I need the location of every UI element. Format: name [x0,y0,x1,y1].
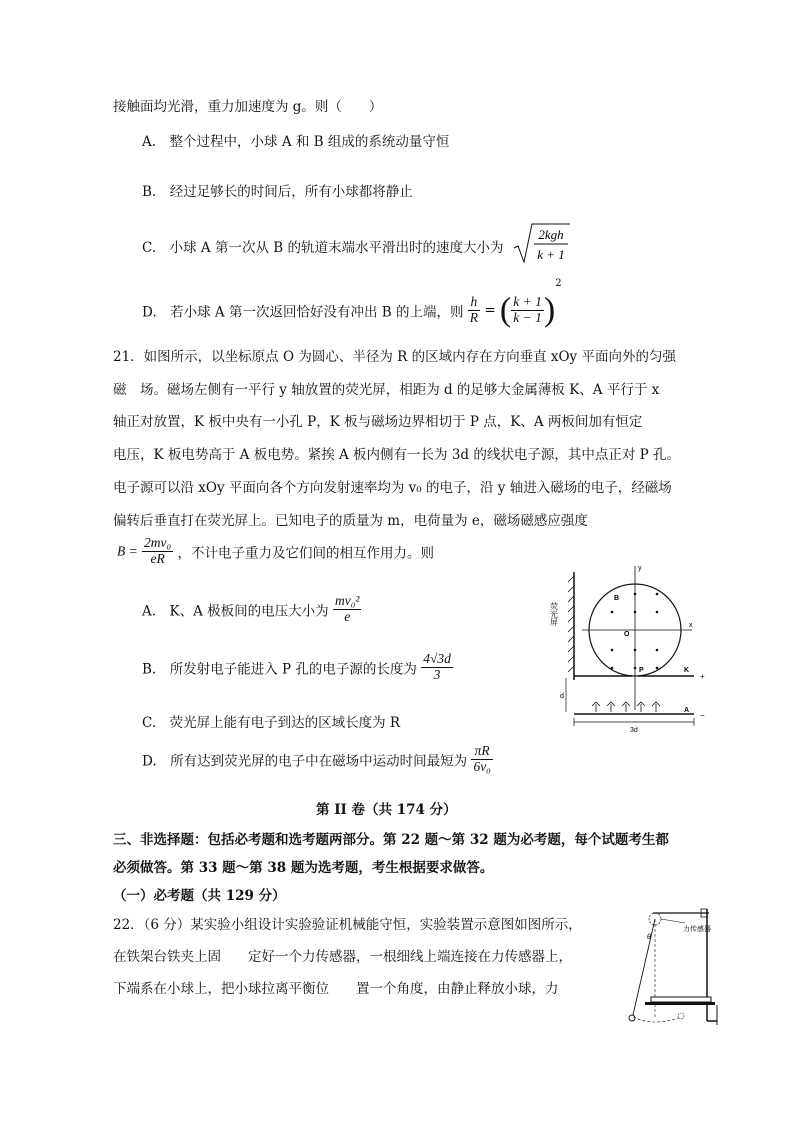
a-label: A [684,707,690,714]
q21-option-d [142,744,493,775]
x-axis-label: x [689,622,693,629]
q22-line-2: 在铁架台铁夹上固 定好一个力传感器，一根细线上端连接在力传感器上， [113,949,572,965]
q21-line-6: 偏转后垂直打在荧光屏上。已知电子的质量为 m，电荷量为 e，磁场磁感应强度 [113,513,588,529]
q21-option-c: C. 荧光屏上能有电子到达的区域长度为 R [142,715,401,731]
b-lhs: B = [117,543,138,559]
ratio-den: R [469,310,479,325]
q20-option-c-text: C. 小球 A 第一次从 B 的轨道末端水平滑出时的速度大小为 [142,240,504,256]
q21-b-den: 3 [433,666,441,682]
q22-line-1: 22．（6 分）某实验小组设计实验验证机械能守恒，实验装置示意图如图所示， [113,917,582,933]
q20-option-b: B. 经过足够长的时间后，所有小球都将静止 [142,184,413,200]
sensor-label: 力传感器 [683,925,711,933]
minus-label: − [700,711,705,720]
sqrt-numerator: 2kgh [538,227,564,242]
electron-source [592,702,660,712]
ratio-num: h [468,295,480,311]
exponent: 2 [555,278,562,289]
b-num: 2mv₀ [144,535,172,550]
q20-option-a: A. 整个过程中，小球 A 和 B 组成的系统动量守恒 [142,134,450,150]
magnetic-field-figure [549,560,722,740]
ratio-k-num: k + 1 [513,294,542,310]
q21-b-text: B. 所发射电子能进入 P 孔的电子源的长度为 [142,661,417,678]
required-title: （一）必考题（共 129 分） [113,888,286,904]
q22-line-3: 下端系在小球上，把小球拉离平衡位 置一个角度，由静止释放小球，力 [113,981,559,997]
q21-line-5: 电子源可以沿 xOy 平面向各个方向发射速率均为 v₀ 的电子，沿 y 轴进入磁场的电子，经磁场 [113,480,672,496]
b-field-label: B [614,595,620,602]
d-label: d [560,693,564,700]
section3-line-1: 三、非选择题：包括必考题和选考题两部分。第 22 题～第 32 题为必考题，每个试题考生都 [113,832,669,848]
origin-label: O [624,631,630,638]
b-den: eR [150,550,165,566]
q20-option-d [142,278,562,330]
q21-a-text: A. K、A 极板间的电压大小为 [142,603,329,620]
q21-option-b [142,652,453,683]
ratio-k-den: k − 1 [513,310,542,325]
q21-d-fraction [471,744,492,775]
section-title: 第 II 卷（共 174 分） [316,802,457,818]
pendulum-figure [625,905,735,1030]
b-fraction [142,536,173,567]
q21-d-den: 6v₀ [473,758,491,774]
y-axis-label: y [638,565,642,572]
q21-d-num: πR [471,744,492,760]
length-label: 3d [630,727,638,734]
plus-label: + [700,672,705,681]
q21-b-formula [117,536,434,567]
q20-option-c [142,222,572,270]
q20-option-d-text: D. 若小球 A 第一次返回恰好没有冲出 B 的上端，则 [142,304,464,321]
q21-option-a [142,594,361,625]
q21-a-fraction [333,594,361,625]
q21-line-1: 21．如图所示，以坐标原点 O 为圆心、半径为 R 的区域内存在方向垂直 xOy 平面向外的匀强 [113,349,676,365]
q21-line-2: 磁 场。磁场左侧有一平行 y 轴放置的荧光屏，相距为 d 的足够大金属薄板 K、A 平行于 x [113,382,660,398]
section3-line-2: 必须做答。第 33 题～第 38 题为选考题，考生根据要求做答。 [113,860,494,876]
ratio-k [511,295,544,326]
q21-line-3: 轴正对放置，K 板中央有一小孔 P，K 板与磁场边界相切于 P 点，K、A 两板间加有恒定 [113,414,643,430]
theta-label: θ [647,934,651,941]
field-dots [611,593,659,670]
q21-d-text: D. 所有达到荧光屏的电子中在磁场中运动时间最短为 [142,753,468,770]
q21-line-4: 电压，K 板电势高于 A 板电势。紧挨 A 板内侧有一长为 3d 的线状电子源，其中点正对 P 孔。 [113,447,681,463]
q21-a-num: mv₀² [334,593,360,608]
p-label: P [639,667,644,674]
b-rest: ，不计电子重力及它们间的相互作用力。则 [177,545,435,562]
k-label: K [684,667,690,674]
left-paren: ( [499,291,512,329]
ratio-h-r [468,295,480,326]
sqrt-expression [512,222,572,266]
screen-label: 荧光屏 [549,602,559,626]
right-paren: ) [543,291,556,329]
q21-b-num: 4√3d [423,651,451,666]
equals-sign: = [484,302,496,319]
q21-b-fraction [421,652,453,683]
sqrt-denominator: k + 1 [537,247,565,262]
q21-a-den: e [344,608,351,624]
q20-intro: 接触面均光滑，重力加速度为 g。则（ ） [113,99,383,115]
